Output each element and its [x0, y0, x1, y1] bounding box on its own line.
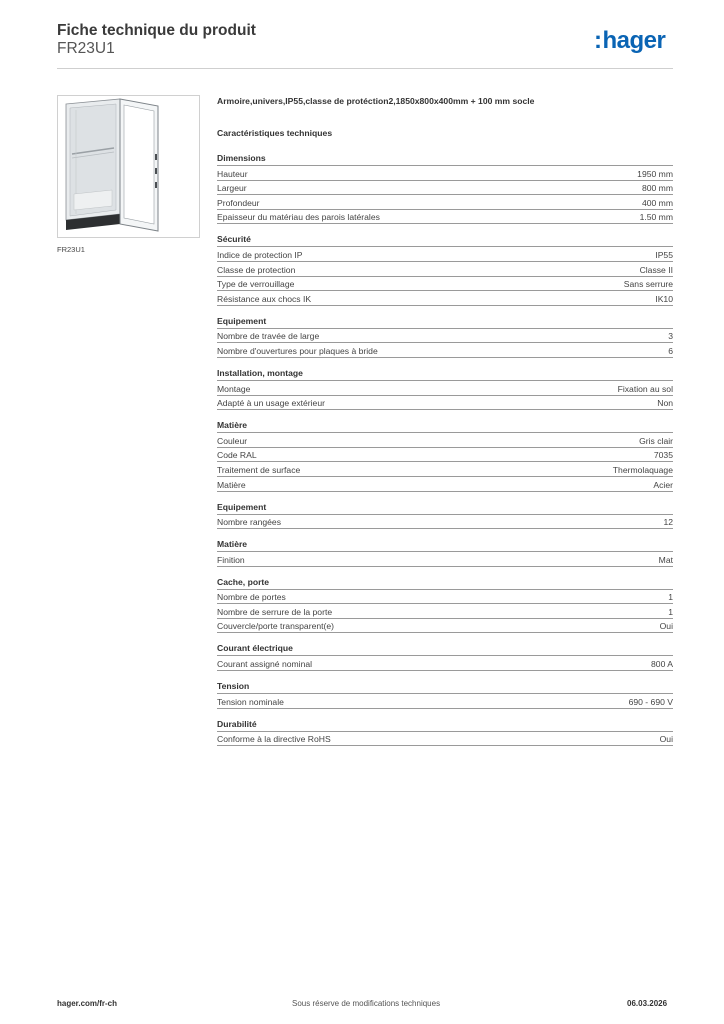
spec-value: Classe II — [639, 264, 673, 275]
spec-section — [217, 367, 673, 410]
spec-section — [217, 419, 673, 491]
spec-row — [217, 343, 673, 358]
spec-label: Montage — [217, 383, 251, 394]
spec-value: Mat — [658, 554, 673, 565]
cabinet-illustration — [58, 96, 199, 237]
spec-label: Epaisseur du matériau des parois latérales — [217, 212, 380, 223]
spec-value: 690 - 690 V — [628, 696, 673, 707]
spec-row — [217, 619, 673, 634]
spec-value: 7035 — [653, 450, 673, 461]
spec-label: Traitement de surface — [217, 464, 301, 475]
section-title: Installation, montage — [217, 367, 673, 381]
spec-row — [217, 448, 673, 463]
spec-label: Code RAL — [217, 450, 257, 461]
spec-value: Acier — [653, 479, 673, 490]
spec-label: Type de verrouillage — [217, 279, 295, 290]
spec-label: Matière — [217, 479, 246, 490]
spec-value: Thermolaquage — [612, 464, 673, 475]
spec-row — [217, 381, 673, 396]
spec-value: Non — [657, 398, 673, 409]
spec-value: 1 — [668, 592, 673, 603]
spec-row — [217, 195, 673, 210]
page-title: Fiche technique du produit — [57, 22, 256, 39]
product-image — [57, 95, 200, 238]
spec-label: Courant assigné nominal — [217, 659, 313, 670]
spec-label: Classe de protection — [217, 264, 296, 275]
spec-section — [217, 718, 673, 747]
spec-value: 1 — [668, 606, 673, 617]
spec-label: Largeur — [217, 183, 247, 194]
section-title: Equipement — [217, 501, 673, 515]
hager-logo: :hager — [594, 27, 666, 54]
section-title: Dimensions — [217, 152, 673, 166]
spec-section — [217, 642, 673, 671]
spec-value: 12 — [663, 517, 673, 528]
spec-label: Couvercle/porte transparent(e) — [217, 621, 335, 632]
spec-value: 800 mm — [641, 183, 673, 194]
spec-value: Oui — [659, 734, 673, 745]
spec-label: Nombre de portes — [217, 592, 286, 603]
spec-label: Profondeur — [217, 197, 260, 208]
spec-row — [217, 477, 673, 492]
spec-value: 1.50 mm — [639, 212, 673, 223]
spec-label: Hauteur — [217, 168, 248, 179]
spec-label: Nombre de travée de large — [217, 331, 320, 342]
product-description: Armoire,univers,IP55,classe de protéction2,1850x800x400mm + 100 mm socle — [217, 96, 535, 106]
spec-value: 3 — [668, 331, 673, 342]
spec-row — [217, 656, 673, 671]
spec-row — [217, 433, 673, 448]
section-title: Matière — [217, 538, 673, 552]
spec-label: Nombre rangées — [217, 517, 282, 528]
spec-value: Sans serrure — [623, 279, 673, 290]
logo-text: hager — [602, 27, 666, 54]
spec-row — [217, 732, 673, 747]
spec-label: Couleur — [217, 435, 248, 446]
spec-row — [217, 604, 673, 619]
spec-row — [217, 396, 673, 411]
image-caption: FR23U1 — [57, 245, 85, 254]
spec-row — [217, 210, 673, 225]
header-divider — [57, 68, 673, 69]
spec-label: Indice de protection IP — [217, 249, 303, 260]
spec-section — [217, 315, 673, 358]
section-title: Cache, porte — [217, 576, 673, 590]
spec-row — [217, 590, 673, 605]
spec-section — [217, 576, 673, 634]
spec-section — [217, 233, 673, 305]
spec-label: Résistance aux chocs IK — [217, 293, 312, 304]
spec-section — [217, 538, 673, 567]
section-title: Equipement — [217, 315, 673, 329]
product-details — [217, 95, 673, 755]
spec-row — [217, 277, 673, 292]
characteristics-heading: Caractéristiques techniques — [217, 128, 333, 138]
spec-value: Oui — [659, 621, 673, 632]
section-title: Tension — [217, 680, 673, 694]
spec-value: Fixation au sol — [617, 383, 673, 394]
spec-label: Tension nominale — [217, 696, 284, 707]
spec-label: Nombre de serrure de la porte — [217, 606, 333, 617]
spec-row — [217, 552, 673, 567]
specification-sections — [217, 152, 673, 746]
section-title: Sécurité — [217, 233, 673, 247]
spec-row — [217, 694, 673, 709]
spec-value: 6 — [668, 345, 673, 356]
product-reference: FR23U1 — [57, 40, 115, 57]
spec-label: Nombre d'ouvertures pour plaques à bride — [217, 345, 378, 356]
spec-section — [217, 501, 673, 530]
spec-row — [217, 515, 673, 530]
spec-row — [217, 247, 673, 262]
spec-value: IK10 — [655, 293, 673, 304]
spec-row — [217, 181, 673, 196]
spec-label: Finition — [217, 554, 245, 565]
spec-row — [217, 462, 673, 477]
spec-label: Adapté à un usage extérieur — [217, 398, 325, 409]
footer-date: 06.03.2026 — [627, 999, 668, 1008]
footer-website: hager.com/fr-ch — [57, 999, 118, 1008]
spec-section — [217, 152, 673, 224]
section-title: Courant électrique — [217, 642, 673, 656]
spec-row — [217, 166, 673, 181]
spec-section — [217, 680, 673, 709]
section-title: Matière — [217, 419, 673, 433]
spec-value: IP55 — [655, 249, 673, 260]
section-title: Durabilité — [217, 718, 673, 732]
spec-row — [217, 262, 673, 277]
footer-disclaimer: Sous réserve de modifications techniques — [292, 999, 441, 1008]
spec-value: Gris clair — [639, 435, 673, 446]
spec-value: 400 mm — [641, 197, 673, 208]
spec-value: 1950 mm — [637, 168, 673, 179]
spec-label: Conforme à la directive RoHS — [217, 734, 331, 745]
spec-value: 800 A — [651, 659, 673, 670]
spec-row — [217, 329, 673, 344]
spec-row — [217, 291, 673, 306]
